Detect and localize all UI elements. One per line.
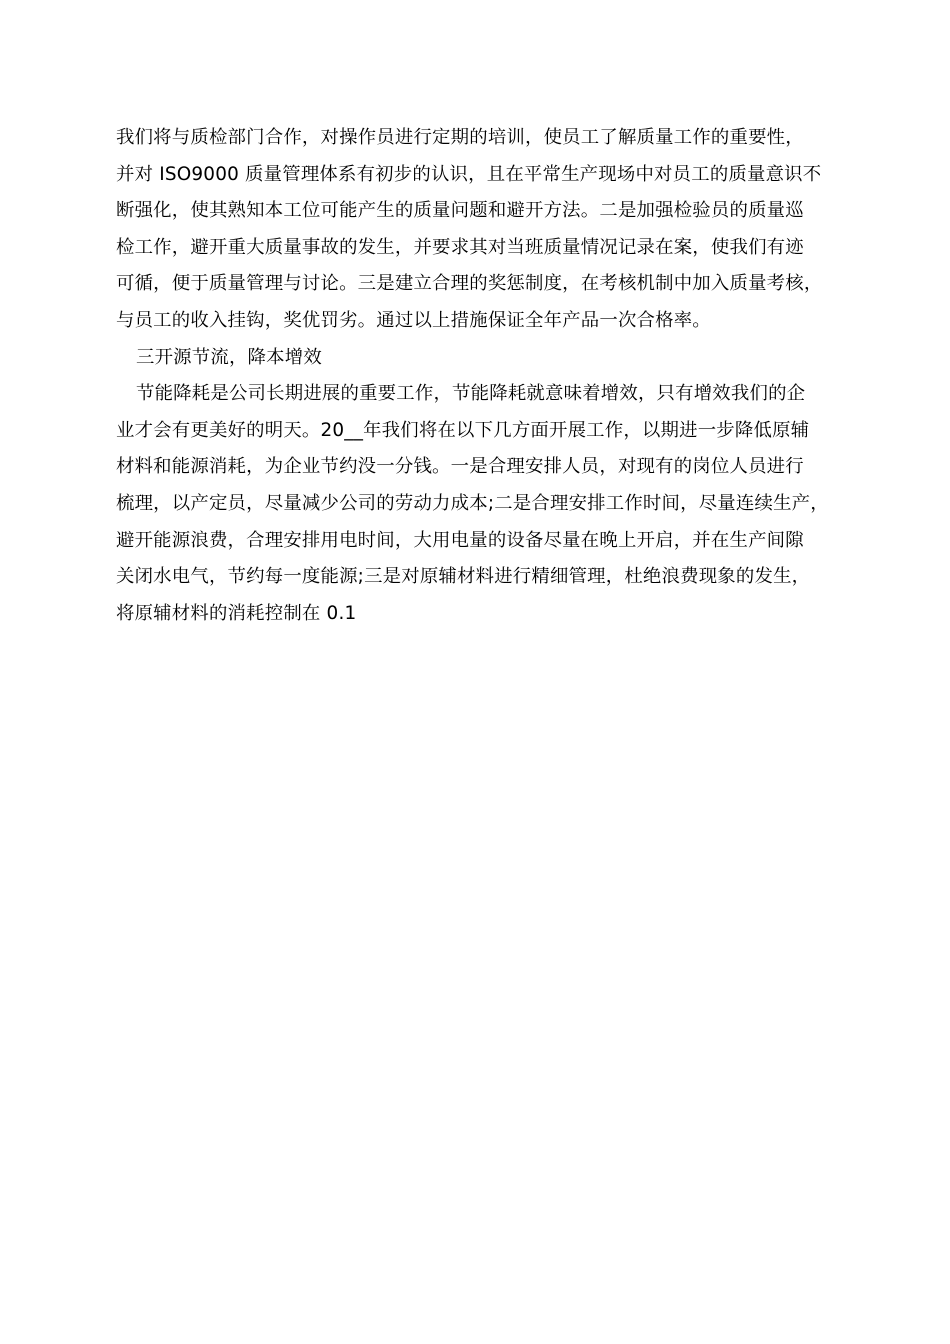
text-line: 关闭水电气，节约每一度能源;三是对原辅材料进行精细管理，杜绝浪费现象的发生，: [116, 566, 811, 588]
document-body: [116, 120, 850, 632]
text-line: 避开能源浪费，合理安排用电时间，大用电量的设备尽量在晚上开启，并在生产间隙: [116, 529, 804, 551]
text-line: 检工作，避开重大质量事故的发生，并要求其对当班质量情况记录在案，使我们有迹: [116, 236, 804, 258]
text-line: 梳理，以产定员，尽量减少公司的劳动力成本;二是合理安排工作时间，尽量连续生产，: [116, 492, 829, 514]
text-line: 可循，便于质量管理与讨论。三是建立合理的奖惩制度，在考核机制中加入质量考核，: [116, 273, 823, 295]
text-line: 节能降耗是公司长期进展的重要工作，节能降耗就意味着增效，只有增效我们的企: [136, 383, 806, 405]
text-line: 将原辅材料的消耗控制在 0.1: [116, 602, 357, 624]
section-heading: 三开源节流，降本增效: [136, 346, 322, 368]
text-line: 断强化，使其熟知本工位可能产生的质量问题和避开方法。二是加强检验员的质量巡: [116, 200, 804, 222]
text-line: 与员工的收入挂钩，奖优罚劣。通过以上措施保证全年产品一次合格率。: [116, 309, 711, 331]
text-line: 并对 ISO9000 质量管理体系有初步的认识，且在平常生产现场中对员工的质量意识不: [116, 163, 822, 185]
text-line: 我们将与质检部门合作，对操作员进行定期的培训，使员工了解质量工作的重要性，: [116, 127, 804, 148]
text-line: 业才会有更美好的明天。20__年我们将在以下几方面开展工作，以期进一步降低原辅: [116, 419, 810, 441]
text-line: 材料和能源消耗，为企业节约没一分钱。一是合理安排人员，对现有的岗位人员进行: [116, 456, 804, 478]
